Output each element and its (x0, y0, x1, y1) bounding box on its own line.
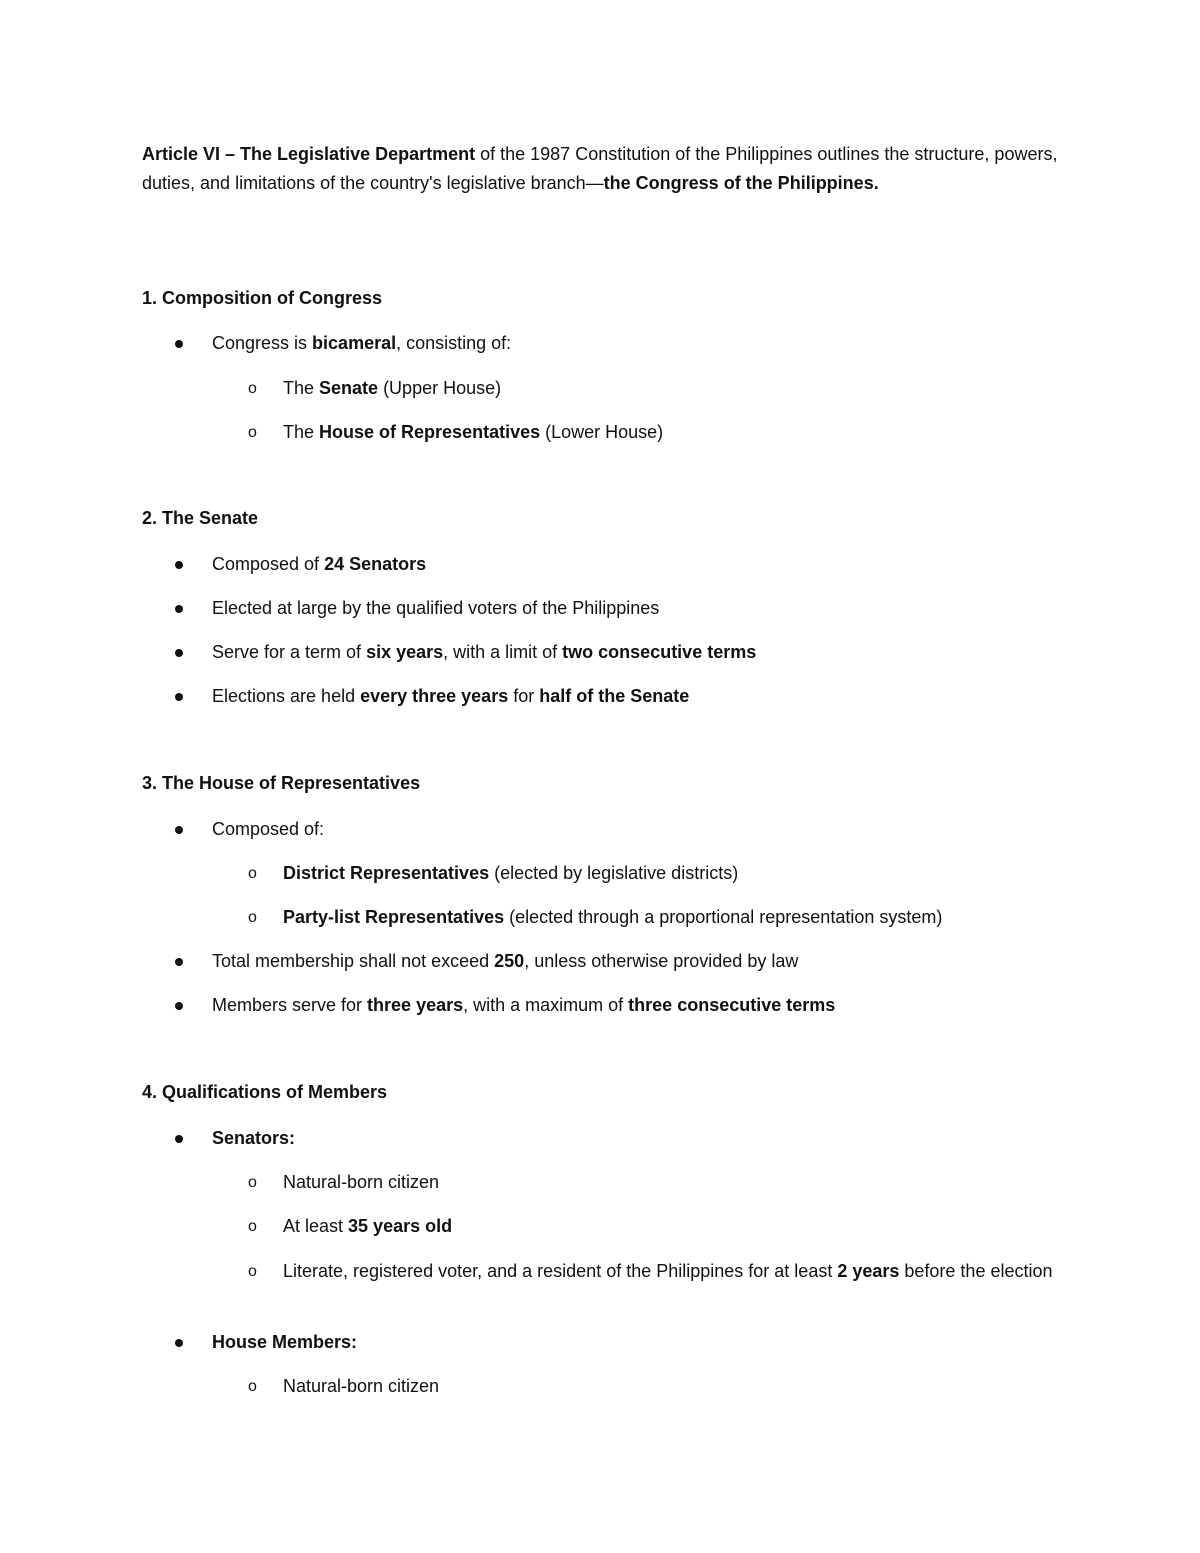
circle-bullet-icon: o (248, 380, 257, 397)
bullet-icon (175, 1339, 183, 1347)
circle-bullet-icon: o (248, 865, 257, 882)
list-item: Composed of 24 Senators (212, 554, 427, 574)
list-item: Serve for a term of six years, with a limit of two consecutive terms (212, 642, 757, 662)
list-item: Congress is bicameral, consisting of: (212, 333, 512, 353)
bullet-icon (175, 649, 183, 657)
list-item: Party-list Representatives (elected through a proportional representation system) (283, 907, 943, 927)
bullet-icon (175, 1002, 183, 1010)
list-item: Members serve for three years, with a maximum of three consecutive terms (212, 995, 836, 1015)
bullet-icon (175, 958, 183, 966)
circle-bullet-icon: o (248, 1263, 257, 1280)
list-item: Total membership shall not exceed 250, unless otherwise provided by law (212, 951, 799, 971)
list-item: Elections are held every three years for half of the Senate (212, 686, 690, 706)
bullet-icon (175, 340, 183, 348)
bullet-icon (175, 1135, 183, 1143)
list-item: Elected at large by the qualified voters of the Philippines (212, 598, 660, 618)
list-item: Literate, registered voter, and a resident of the Philippines for at least 2 years before the election (283, 1261, 1053, 1281)
circle-bullet-icon: o (248, 424, 257, 441)
section-heading-composition: 1. Composition of Congress (142, 288, 383, 308)
list-item: At least 35 years old (283, 1216, 453, 1236)
list-item: The Senate (Upper House) (283, 378, 502, 398)
circle-bullet-icon: o (248, 1378, 257, 1395)
list-item: Natural-born citizen (283, 1376, 440, 1396)
bullet-icon (175, 561, 183, 569)
bullet-icon (175, 826, 183, 834)
list-item: Composed of: (212, 819, 325, 839)
section-heading-senate: 2. The Senate (142, 508, 259, 528)
list-item: The House of Representatives (Lower House) (283, 422, 664, 442)
list-item: House Members: (212, 1332, 358, 1352)
intro-article-title: Article VI – The Legislative Department (142, 144, 476, 164)
list-item: District Representatives (elected by legislative districts) (283, 863, 739, 883)
intro-text: of the 1987 Constitution of the Philippines outlines the structure, powers, duties, and limitations of the country's legislative branch— (142, 144, 1058, 193)
circle-bullet-icon: o (248, 1218, 257, 1235)
section-heading-house: 3. The House of Representatives (142, 773, 421, 793)
circle-bullet-icon: o (248, 909, 257, 926)
circle-bullet-icon: o (248, 1174, 257, 1191)
list-item: Natural-born citizen (283, 1172, 440, 1192)
bullet-icon (175, 605, 183, 613)
section-heading-qualifications: 4. Qualifications of Members (142, 1082, 388, 1102)
intro-congress: the Congress of the Philippines. (603, 173, 879, 193)
list-item: Senators: (212, 1128, 296, 1148)
intro-paragraph (142, 140, 1062, 198)
bullet-icon (175, 693, 183, 701)
